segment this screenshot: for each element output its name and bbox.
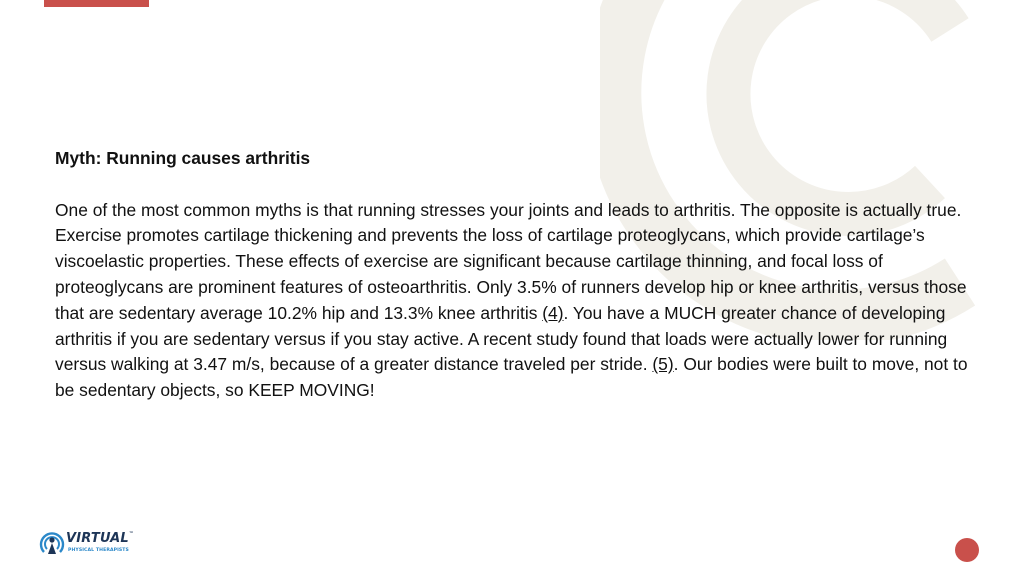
slide-content [55, 146, 975, 404]
company-logo [38, 528, 138, 560]
logo-subtitle: PHYSICAL THERAPISTS [68, 548, 129, 553]
body-text-part-1: One of the most common myths is that running stresses your joints and leads to arthritis. The opposite is actually true. Exercise promotes cartilage thickening and prevents the loss of cartilage proteoglycans, which provide cartilage’s viscoelastic properties. These effects of exercise are significant because cartilage thinning, and focal loss of proteoglycans are prominent features of osteoarthritis. Only 3.5% of runners develop hip or knee arthritis, versus those that are sedentary average 10.2% hip and 13.3% knee arthritis [55, 199, 967, 323]
slide-heading: Myth: Running causes arthritis [55, 148, 311, 168]
reference-link-5[interactable]: (5) [652, 354, 674, 375]
accent-bar [44, 0, 149, 7]
page-indicator-dot [955, 538, 979, 562]
body-text-part-3: . Our bodies were built to move, not to be sedentary objects, so KEEP MOVING! [55, 354, 968, 401]
logo-wordmark: VIRTUAL™ [66, 531, 135, 546]
body-text-part-2: . You have a MUCH greater chance of developing arthritis if you are sedentary versus if you stay active. A recent study found that loads were actually lower for running versus walking at 3.47 m/s, because of a greater distance traveled per stride. [55, 302, 948, 375]
signal-person-icon [38, 530, 66, 558]
reference-link-4[interactable]: (4) [542, 302, 564, 323]
slide-body [55, 198, 975, 404]
